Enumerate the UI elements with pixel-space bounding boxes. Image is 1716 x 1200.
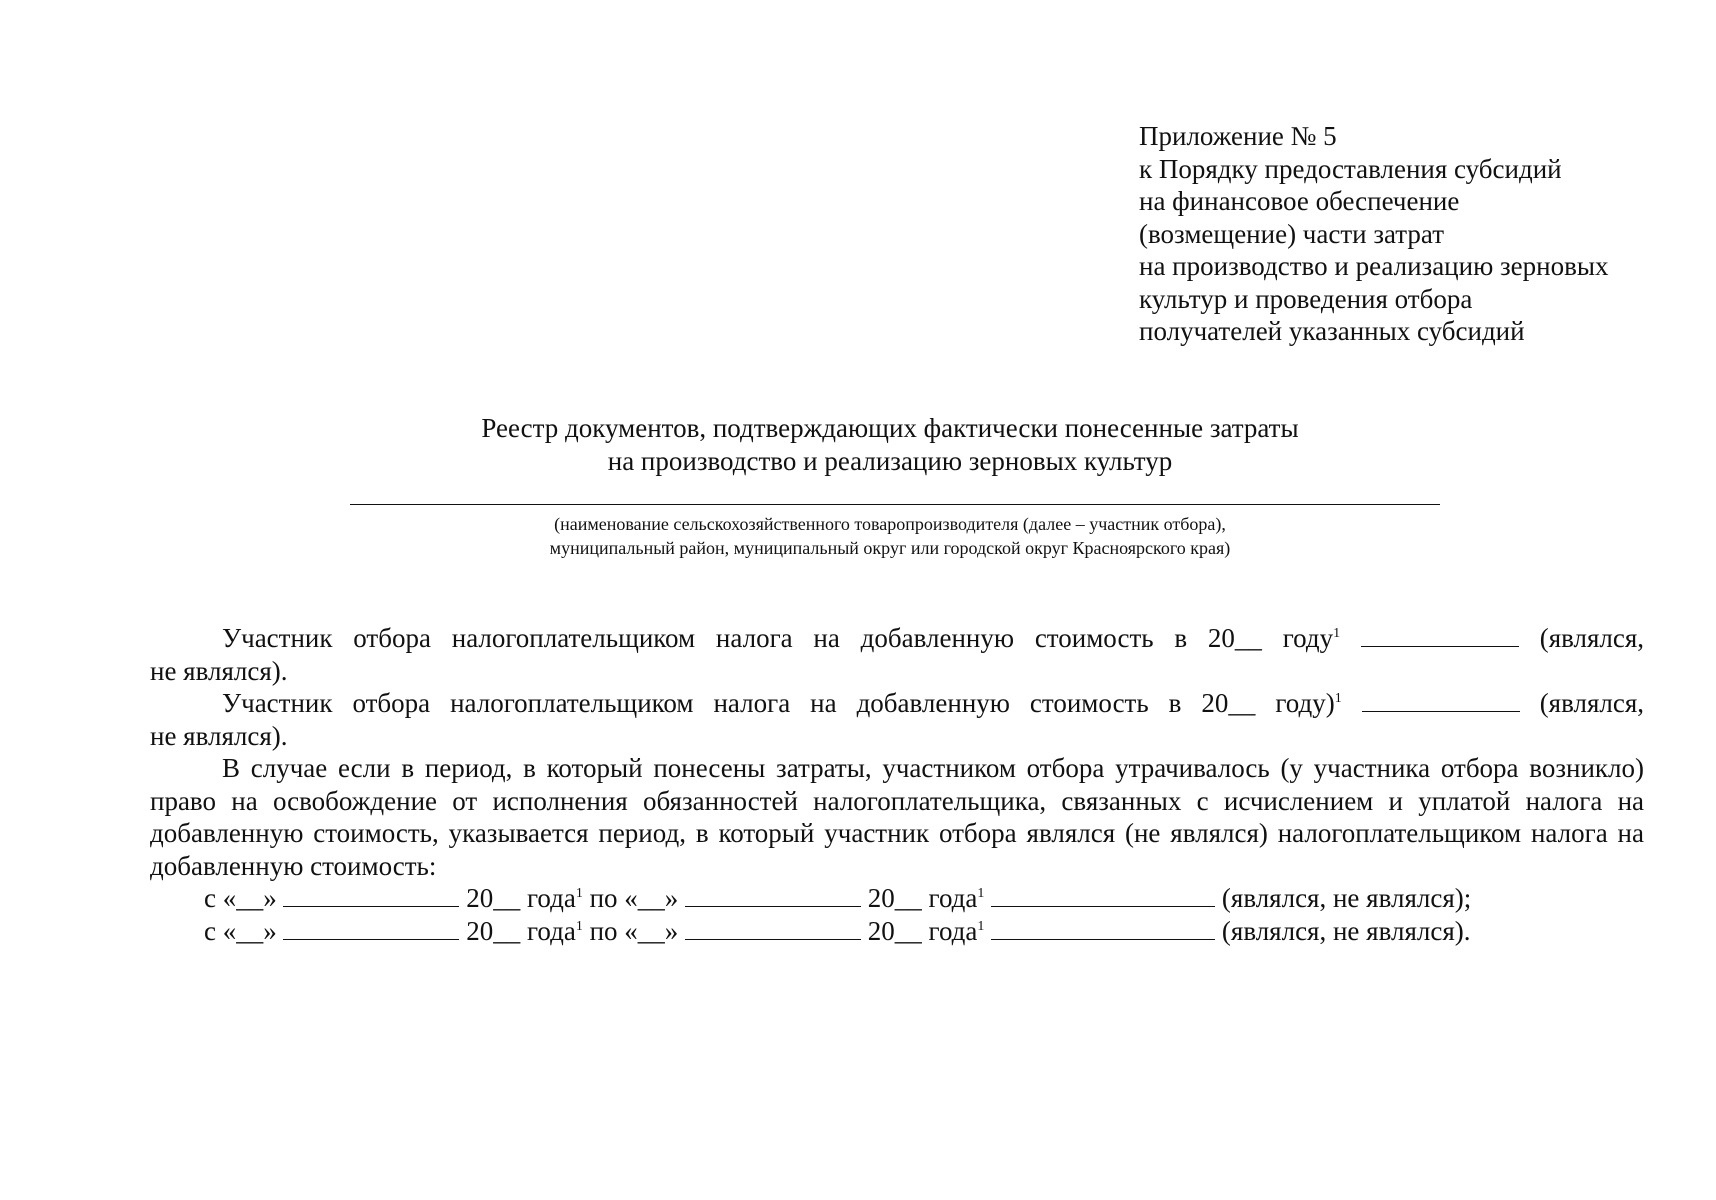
period-status-blank bbox=[991, 882, 1215, 907]
appendix-line: на производство и реализацию зерновых bbox=[1139, 251, 1609, 281]
period-from-blank bbox=[283, 915, 459, 940]
period-status-blank bbox=[991, 915, 1215, 940]
appendix-line: (возмещение) части затрат bbox=[1139, 218, 1445, 249]
title-line-2: на производство и реализацию зерновых культур bbox=[607, 445, 1173, 476]
period-to-blank bbox=[685, 915, 861, 940]
caption-line-2: муниципальный район, муниципальный округ или городской округ Красноярского края) bbox=[549, 538, 1231, 558]
paragraph-first-line bbox=[150, 622, 1644, 655]
appendix-line: получателей указанных субсидий bbox=[1139, 316, 1525, 346]
footnote-mark: 1 bbox=[977, 918, 985, 934]
paragraph-first-line bbox=[150, 687, 1644, 720]
appendix-header bbox=[1139, 120, 1679, 348]
period-row-1 bbox=[150, 882, 1644, 915]
period-to: по «__» bbox=[589, 915, 679, 946]
paragraph-end: не являлся). bbox=[150, 720, 288, 751]
period-to-blank bbox=[685, 882, 861, 907]
vat-status-paragraph-2 bbox=[150, 687, 1644, 752]
appendix-line: к Порядку предоставления субсидий bbox=[1139, 153, 1562, 184]
paragraph-tail: (являлся, bbox=[1539, 688, 1645, 718]
producer-name-blank bbox=[350, 504, 1440, 505]
paragraph-text: Участник отбора налогоплательщиком налога на добавленную стоимость в 20__ году) bbox=[222, 688, 1335, 718]
period-row-2 bbox=[150, 915, 1644, 948]
vat-status-blank bbox=[1362, 687, 1520, 712]
caption-line-1: (наименование сельскохозяйственного товаропроизводителя (далее – участник отбора), bbox=[554, 514, 1226, 534]
title-line-1: Реестр документов, подтверждающих фактически понесенные затраты bbox=[481, 413, 1299, 443]
period-from: с «__» bbox=[204, 883, 277, 913]
paragraph-text: Участник отбора налогоплательщиком налога на добавленную стоимость в 20__ году bbox=[222, 623, 1334, 653]
footnote-mark: 1 bbox=[575, 886, 583, 901]
footnote-mark: 1 bbox=[575, 918, 583, 934]
vat-status-blank bbox=[1361, 622, 1519, 647]
footnote-mark: 1 bbox=[977, 886, 985, 901]
vat-status-paragraph-1 bbox=[150, 622, 1644, 687]
paragraph-tail: (являлся, bbox=[1539, 623, 1645, 653]
period-year-1: 20__ года bbox=[466, 883, 576, 913]
period-from-blank bbox=[283, 882, 459, 907]
producer-name-caption bbox=[330, 512, 1450, 560]
appendix-line: на финансовое обеспечение bbox=[1139, 186, 1460, 216]
period-year-1: 20__ года bbox=[466, 915, 576, 946]
footnote-mark: 1 bbox=[1333, 626, 1341, 641]
document-body bbox=[150, 622, 1644, 947]
period-to: по «__» bbox=[589, 883, 679, 913]
vat-period-paragraph bbox=[150, 752, 1644, 882]
paragraph-text: В случае если в период, в который понесены затраты, участником отбора утрачивалось (у участника отбора возникло) право на освобождение от исполнения обязанностей налогоплательщика, связанных с исчислением и уплатой налога на добавленную стоимость, указывается период, в который участник отбора являлся (не являлся) налогоплательщиком налога на добавленную стоимость: bbox=[150, 753, 1644, 881]
period-status: (являлся, не являлся). bbox=[1221, 915, 1471, 946]
period-status: (являлся, не являлся); bbox=[1221, 883, 1472, 913]
appendix-line: Приложение № 5 bbox=[1139, 121, 1337, 151]
period-from: с «__» bbox=[204, 915, 277, 946]
paragraph-end: не являлся). bbox=[150, 655, 288, 686]
footnote-mark: 1 bbox=[1334, 691, 1342, 706]
document-title bbox=[330, 412, 1450, 477]
period-year-2: 20__ года bbox=[867, 883, 978, 913]
period-year-2: 20__ года bbox=[867, 915, 978, 946]
appendix-line: культур и проведения отбора bbox=[1139, 283, 1473, 314]
